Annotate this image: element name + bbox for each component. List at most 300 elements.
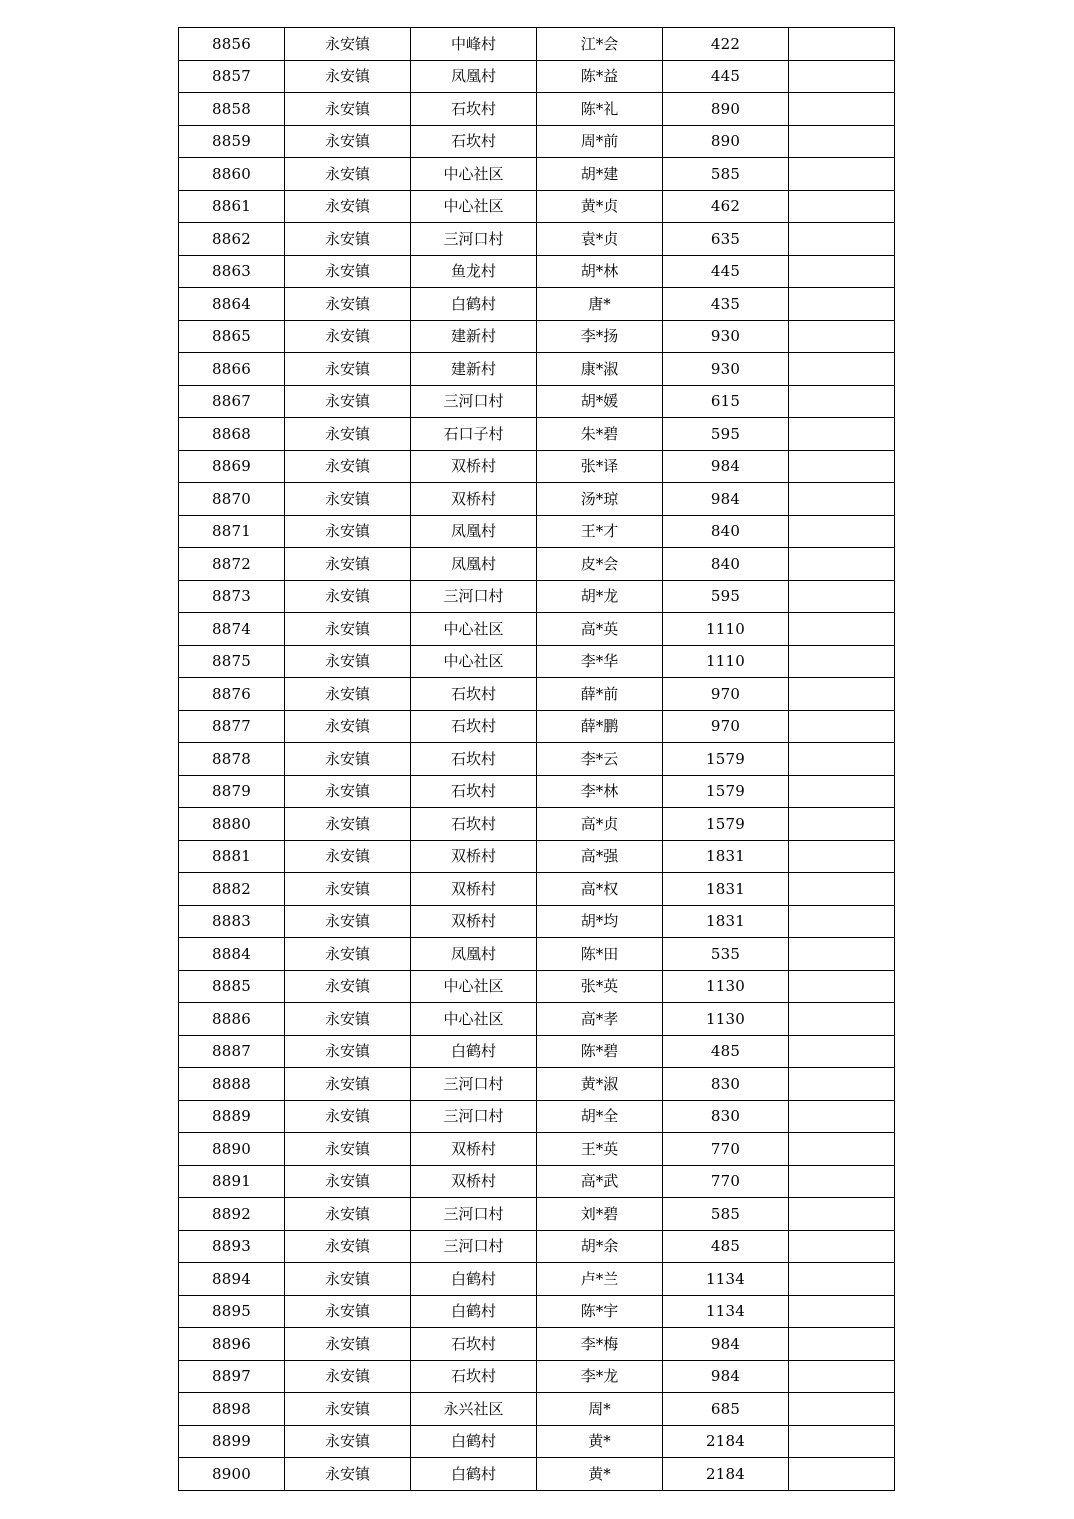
table-row [179, 190, 895, 223]
table-row [179, 905, 895, 938]
cell-id: 8863 [179, 255, 285, 288]
cell-village: 白鹤村 [411, 1458, 537, 1491]
cell-amount: 840 [663, 515, 789, 548]
table-row [179, 1198, 895, 1231]
cell-note [789, 28, 895, 61]
cell-town: 永安镇 [285, 938, 411, 971]
cell-amount: 930 [663, 353, 789, 386]
cell-id: 8896 [179, 1328, 285, 1361]
cell-id: 8867 [179, 385, 285, 418]
cell-village: 双桥村 [411, 483, 537, 516]
cell-id: 8895 [179, 1295, 285, 1328]
cell-village: 中心社区 [411, 970, 537, 1003]
cell-note [789, 190, 895, 223]
table-row [179, 1133, 895, 1166]
cell-note [789, 775, 895, 808]
cell-village: 石坎村 [411, 1360, 537, 1393]
cell-town: 永安镇 [285, 1360, 411, 1393]
cell-village: 凤凰村 [411, 515, 537, 548]
cell-id: 8900 [179, 1458, 285, 1491]
cell-id: 8889 [179, 1100, 285, 1133]
cell-amount: 984 [663, 1360, 789, 1393]
cell-town: 永安镇 [285, 1133, 411, 1166]
cell-amount: 635 [663, 223, 789, 256]
cell-town: 永安镇 [285, 1263, 411, 1296]
cell-id: 8866 [179, 353, 285, 386]
table-row [179, 1328, 895, 1361]
cell-note [789, 1425, 895, 1458]
cell-name: 胡*全 [537, 1100, 663, 1133]
table-row [179, 515, 895, 548]
cell-note [789, 580, 895, 613]
cell-name: 李*云 [537, 743, 663, 776]
table-row [179, 580, 895, 613]
cell-name: 张*译 [537, 450, 663, 483]
cell-name: 陈*益 [537, 60, 663, 93]
cell-amount: 970 [663, 678, 789, 711]
cell-name: 陈*田 [537, 938, 663, 971]
cell-amount: 1579 [663, 808, 789, 841]
cell-id: 8870 [179, 483, 285, 516]
cell-name: 汤*琼 [537, 483, 663, 516]
cell-name: 高*贞 [537, 808, 663, 841]
table-row [179, 970, 895, 1003]
cell-village: 建新村 [411, 353, 537, 386]
table-row [179, 808, 895, 841]
cell-name: 江*会 [537, 28, 663, 61]
cell-village: 三河口村 [411, 1230, 537, 1263]
cell-name: 胡*林 [537, 255, 663, 288]
cell-note [789, 125, 895, 158]
cell-amount: 685 [663, 1393, 789, 1426]
roster-table [178, 27, 895, 1491]
cell-note [789, 158, 895, 191]
cell-amount: 485 [663, 1035, 789, 1068]
cell-village: 凤凰村 [411, 938, 537, 971]
cell-amount: 2184 [663, 1458, 789, 1491]
cell-note [789, 450, 895, 483]
cell-town: 永安镇 [285, 840, 411, 873]
cell-name: 陈*宇 [537, 1295, 663, 1328]
table-row [179, 1295, 895, 1328]
table-row [179, 1458, 895, 1491]
cell-id: 8860 [179, 158, 285, 191]
cell-id: 8884 [179, 938, 285, 971]
cell-amount: 435 [663, 288, 789, 321]
cell-name: 高*权 [537, 873, 663, 906]
table-row [179, 645, 895, 678]
cell-name: 李*华 [537, 645, 663, 678]
cell-town: 永安镇 [285, 743, 411, 776]
cell-village: 建新村 [411, 320, 537, 353]
table-row [179, 1360, 895, 1393]
table-row [179, 125, 895, 158]
cell-village: 三河口村 [411, 223, 537, 256]
cell-note [789, 60, 895, 93]
cell-amount: 1130 [663, 1003, 789, 1036]
cell-name: 康*淑 [537, 353, 663, 386]
cell-id: 8876 [179, 678, 285, 711]
cell-amount: 830 [663, 1068, 789, 1101]
table-row [179, 743, 895, 776]
cell-name: 李*林 [537, 775, 663, 808]
cell-note [789, 483, 895, 516]
cell-village: 双桥村 [411, 905, 537, 938]
cell-town: 永安镇 [285, 418, 411, 451]
cell-town: 永安镇 [285, 483, 411, 516]
table-row [179, 678, 895, 711]
cell-note [789, 1165, 895, 1198]
cell-note [789, 1328, 895, 1361]
table-row [179, 1263, 895, 1296]
cell-note [789, 288, 895, 321]
cell-id: 8891 [179, 1165, 285, 1198]
cell-town: 永安镇 [285, 353, 411, 386]
cell-name: 薛*鹏 [537, 710, 663, 743]
cell-amount: 970 [663, 710, 789, 743]
cell-id: 8890 [179, 1133, 285, 1166]
cell-note [789, 970, 895, 1003]
cell-id: 8857 [179, 60, 285, 93]
cell-town: 永安镇 [285, 1393, 411, 1426]
cell-note [789, 808, 895, 841]
cell-id: 8879 [179, 775, 285, 808]
cell-amount: 1134 [663, 1263, 789, 1296]
cell-amount: 1579 [663, 743, 789, 776]
table-row [179, 775, 895, 808]
cell-id: 8886 [179, 1003, 285, 1036]
cell-amount: 445 [663, 60, 789, 93]
cell-village: 石坎村 [411, 678, 537, 711]
table-row [179, 1425, 895, 1458]
cell-name: 高*孝 [537, 1003, 663, 1036]
cell-note [789, 353, 895, 386]
cell-amount: 585 [663, 1198, 789, 1231]
cell-village: 白鹤村 [411, 1425, 537, 1458]
cell-amount: 422 [663, 28, 789, 61]
cell-id: 8858 [179, 93, 285, 126]
cell-name: 胡*余 [537, 1230, 663, 1263]
cell-village: 白鹤村 [411, 1035, 537, 1068]
cell-name: 胡*建 [537, 158, 663, 191]
cell-village: 三河口村 [411, 1068, 537, 1101]
cell-town: 永安镇 [285, 645, 411, 678]
cell-town: 永安镇 [285, 548, 411, 581]
cell-note [789, 1360, 895, 1393]
cell-town: 永安镇 [285, 158, 411, 191]
table-row [179, 613, 895, 646]
table-row [179, 385, 895, 418]
cell-town: 永安镇 [285, 1100, 411, 1133]
cell-village: 中峰村 [411, 28, 537, 61]
table-row [179, 93, 895, 126]
cell-amount: 984 [663, 1328, 789, 1361]
cell-id: 8871 [179, 515, 285, 548]
cell-id: 8899 [179, 1425, 285, 1458]
cell-note [789, 548, 895, 581]
cell-village: 中心社区 [411, 1003, 537, 1036]
cell-town: 永安镇 [285, 970, 411, 1003]
cell-town: 永安镇 [285, 1295, 411, 1328]
cell-note [789, 1295, 895, 1328]
table-row [179, 255, 895, 288]
cell-id: 8885 [179, 970, 285, 1003]
cell-town: 永安镇 [285, 873, 411, 906]
cell-id: 8898 [179, 1393, 285, 1426]
cell-name: 张*英 [537, 970, 663, 1003]
cell-id: 8894 [179, 1263, 285, 1296]
cell-village: 三河口村 [411, 1100, 537, 1133]
cell-note [789, 418, 895, 451]
cell-amount: 1134 [663, 1295, 789, 1328]
cell-name: 高*英 [537, 613, 663, 646]
cell-town: 永安镇 [285, 93, 411, 126]
cell-town: 永安镇 [285, 1198, 411, 1231]
cell-note [789, 515, 895, 548]
cell-id: 8861 [179, 190, 285, 223]
cell-town: 永安镇 [285, 775, 411, 808]
cell-note [789, 1230, 895, 1263]
cell-note [789, 645, 895, 678]
table-row [179, 1068, 895, 1101]
cell-village: 永兴社区 [411, 1393, 537, 1426]
cell-village: 白鹤村 [411, 1263, 537, 1296]
cell-village: 石坎村 [411, 93, 537, 126]
cell-id: 8887 [179, 1035, 285, 1068]
cell-note [789, 223, 895, 256]
cell-note [789, 613, 895, 646]
cell-name: 胡*媛 [537, 385, 663, 418]
cell-name: 唐* [537, 288, 663, 321]
cell-note [789, 743, 895, 776]
cell-name: 薛*前 [537, 678, 663, 711]
cell-note [789, 1263, 895, 1296]
cell-village: 白鹤村 [411, 288, 537, 321]
cell-id: 8893 [179, 1230, 285, 1263]
cell-name: 朱*碧 [537, 418, 663, 451]
cell-id: 8883 [179, 905, 285, 938]
cell-village: 双桥村 [411, 1133, 537, 1166]
cell-town: 永安镇 [285, 580, 411, 613]
cell-village: 石坎村 [411, 743, 537, 776]
cell-village: 中心社区 [411, 158, 537, 191]
cell-id: 8872 [179, 548, 285, 581]
cell-id: 8873 [179, 580, 285, 613]
table-row [179, 1035, 895, 1068]
cell-town: 永安镇 [285, 1458, 411, 1491]
cell-name: 胡*均 [537, 905, 663, 938]
cell-village: 白鹤村 [411, 1295, 537, 1328]
table-row [179, 840, 895, 873]
cell-town: 永安镇 [285, 255, 411, 288]
cell-note [789, 255, 895, 288]
cell-village: 石坎村 [411, 710, 537, 743]
cell-village: 中心社区 [411, 190, 537, 223]
cell-name: 陈*碧 [537, 1035, 663, 1068]
cell-amount: 830 [663, 1100, 789, 1133]
table-row [179, 28, 895, 61]
cell-id: 8862 [179, 223, 285, 256]
cell-amount: 462 [663, 190, 789, 223]
cell-amount: 445 [663, 255, 789, 288]
cell-town: 永安镇 [285, 288, 411, 321]
cell-note [789, 1100, 895, 1133]
cell-id: 8869 [179, 450, 285, 483]
cell-town: 永安镇 [285, 710, 411, 743]
cell-name: 陈*礼 [537, 93, 663, 126]
cell-name: 李*扬 [537, 320, 663, 353]
table-row [179, 158, 895, 191]
cell-amount: 930 [663, 320, 789, 353]
cell-amount: 840 [663, 548, 789, 581]
cell-id: 8875 [179, 645, 285, 678]
cell-note [789, 385, 895, 418]
cell-town: 永安镇 [285, 1068, 411, 1101]
cell-amount: 1110 [663, 613, 789, 646]
cell-name: 卢*兰 [537, 1263, 663, 1296]
cell-town: 永安镇 [285, 1425, 411, 1458]
cell-note [789, 1035, 895, 1068]
cell-town: 永安镇 [285, 385, 411, 418]
table-row [179, 288, 895, 321]
cell-amount: 535 [663, 938, 789, 971]
cell-id: 8878 [179, 743, 285, 776]
cell-amount: 984 [663, 483, 789, 516]
cell-amount: 1579 [663, 775, 789, 808]
cell-name: 王*英 [537, 1133, 663, 1166]
cell-amount: 1831 [663, 905, 789, 938]
cell-amount: 1831 [663, 840, 789, 873]
cell-note [789, 93, 895, 126]
cell-town: 永安镇 [285, 613, 411, 646]
cell-name: 高*武 [537, 1165, 663, 1198]
cell-amount: 485 [663, 1230, 789, 1263]
cell-amount: 595 [663, 580, 789, 613]
cell-name: 周*前 [537, 125, 663, 158]
cell-id: 8865 [179, 320, 285, 353]
cell-village: 中心社区 [411, 645, 537, 678]
cell-id: 8892 [179, 1198, 285, 1231]
cell-name: 胡*龙 [537, 580, 663, 613]
cell-name: 袁*贞 [537, 223, 663, 256]
table-row [179, 483, 895, 516]
cell-amount: 890 [663, 93, 789, 126]
cell-note [789, 1458, 895, 1491]
cell-id: 8868 [179, 418, 285, 451]
cell-village: 凤凰村 [411, 548, 537, 581]
cell-town: 永安镇 [285, 320, 411, 353]
cell-town: 永安镇 [285, 1165, 411, 1198]
cell-village: 双桥村 [411, 840, 537, 873]
cell-name: 黄* [537, 1425, 663, 1458]
cell-amount: 770 [663, 1165, 789, 1198]
cell-name: 高*强 [537, 840, 663, 873]
cell-village: 三河口村 [411, 1198, 537, 1231]
cell-id: 8897 [179, 1360, 285, 1393]
cell-id: 8859 [179, 125, 285, 158]
cell-town: 永安镇 [285, 450, 411, 483]
cell-id: 8888 [179, 1068, 285, 1101]
table-row [179, 450, 895, 483]
cell-name: 李*梅 [537, 1328, 663, 1361]
cell-note [789, 1393, 895, 1426]
table-row [179, 873, 895, 906]
table-row [179, 353, 895, 386]
cell-note [789, 1068, 895, 1101]
cell-town: 永安镇 [285, 905, 411, 938]
table-row [179, 60, 895, 93]
cell-note [789, 1003, 895, 1036]
cell-amount: 1130 [663, 970, 789, 1003]
cell-id: 8864 [179, 288, 285, 321]
cell-name: 黄*淑 [537, 1068, 663, 1101]
table-row [179, 1393, 895, 1426]
cell-note [789, 710, 895, 743]
cell-id: 8880 [179, 808, 285, 841]
cell-amount: 585 [663, 158, 789, 191]
cell-village: 双桥村 [411, 873, 537, 906]
cell-town: 永安镇 [285, 190, 411, 223]
cell-name: 黄* [537, 1458, 663, 1491]
cell-village: 凤凰村 [411, 60, 537, 93]
cell-name: 周* [537, 1393, 663, 1426]
table-row [179, 710, 895, 743]
cell-amount: 770 [663, 1133, 789, 1166]
cell-amount: 615 [663, 385, 789, 418]
cell-village: 石坎村 [411, 775, 537, 808]
cell-village: 双桥村 [411, 1165, 537, 1198]
table-row [179, 1003, 895, 1036]
table-row [179, 1100, 895, 1133]
cell-id: 8882 [179, 873, 285, 906]
cell-town: 永安镇 [285, 808, 411, 841]
cell-id: 8881 [179, 840, 285, 873]
cell-village: 石口子村 [411, 418, 537, 451]
cell-amount: 2184 [663, 1425, 789, 1458]
cell-village: 三河口村 [411, 580, 537, 613]
table-row [179, 548, 895, 581]
cell-town: 永安镇 [285, 678, 411, 711]
cell-amount: 1831 [663, 873, 789, 906]
cell-village: 石坎村 [411, 1328, 537, 1361]
cell-name: 李*龙 [537, 1360, 663, 1393]
cell-note [789, 678, 895, 711]
cell-town: 永安镇 [285, 1328, 411, 1361]
cell-id: 8877 [179, 710, 285, 743]
cell-town: 永安镇 [285, 60, 411, 93]
cell-amount: 984 [663, 450, 789, 483]
cell-town: 永安镇 [285, 1003, 411, 1036]
table-row [179, 223, 895, 256]
cell-amount: 595 [663, 418, 789, 451]
cell-note [789, 905, 895, 938]
roster-table-body [179, 28, 895, 1491]
cell-note [789, 873, 895, 906]
table-row [179, 1165, 895, 1198]
cell-id: 8856 [179, 28, 285, 61]
cell-amount: 890 [663, 125, 789, 158]
cell-village: 双桥村 [411, 450, 537, 483]
cell-note [789, 1198, 895, 1231]
cell-village: 鱼龙村 [411, 255, 537, 288]
cell-village: 石坎村 [411, 808, 537, 841]
cell-note [789, 320, 895, 353]
cell-name: 刘*碧 [537, 1198, 663, 1231]
cell-village: 中心社区 [411, 613, 537, 646]
cell-town: 永安镇 [285, 125, 411, 158]
cell-town: 永安镇 [285, 1035, 411, 1068]
cell-town: 永安镇 [285, 28, 411, 61]
